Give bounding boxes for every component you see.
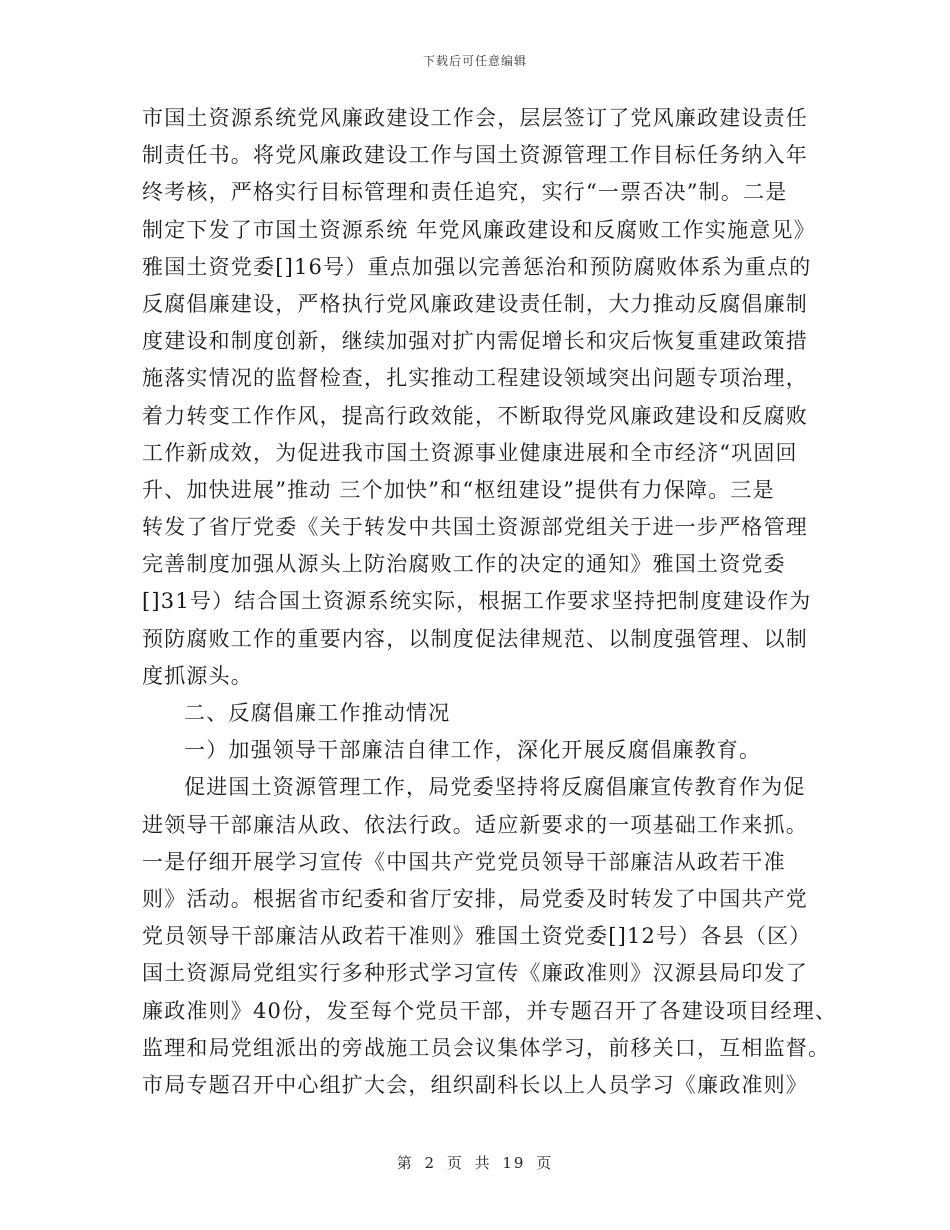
text-line: 一是仔细开展学习宣传《中国共产党党员领导干部廉洁从政若干准 xyxy=(142,849,786,874)
text-line: 国土资源局党组实行多种形式学习宣传《廉政准则》汉源县局印发了 xyxy=(142,961,808,986)
text-line: []31号）结合国土资源系统实际，根据工作要求坚持把制度建设作为 xyxy=(142,589,812,614)
text-line: 施落实情况的监督检查，扎实推动工程建设领域突出问题专项治理， xyxy=(142,366,808,391)
page-header: 下载后可任意编辑 xyxy=(422,54,527,68)
text-line: 党员领导干部廉洁从政若干准则》雅国土资党委[]12号）各县（区） xyxy=(142,924,812,949)
subsection-heading: 一）加强领导干部廉洁自律工作，深化开展反腐倡廉教育。 xyxy=(184,738,762,763)
text-line: 制责任书。将党风廉政建设工作与国土资源管理工作目标任务纳入年 xyxy=(142,143,808,168)
text-line: 度抓源头。 xyxy=(142,663,253,688)
text-line: 预防腐败工作的重要内容，以制度促法律规范、以制度强管理、以制 xyxy=(142,626,808,651)
text-line: 则》活动。根据省市纪委和省厅安排，局党委及时转发了中国共产党 xyxy=(142,886,808,911)
text-line: 廉政准则》40份，发至每个党员干部，并专题召开了各建设项目经理、 xyxy=(142,998,838,1023)
text-line: 终考核，严格实行目标管理和责任追究，实行“一票否决”制。二是 xyxy=(142,180,788,205)
text-line: 制定下发了市国土资源系统 年党风廉政建设和反腐败工作实施意见》 xyxy=(142,217,816,242)
text-line: 反腐倡廉建设，严格执行党风廉政建设责任制，大力推动反腐倡廉制 xyxy=(142,291,808,316)
text-line: 进领导干部廉洁从政、依法行政。适应新要求的一项基础工作来抓。 xyxy=(142,812,808,837)
text-line: 雅国土资党委[]16号）重点加强以完善惩治和预防腐败体系为重点的 xyxy=(142,254,812,279)
section-heading: 二、反腐倡廉工作推动情况 xyxy=(184,701,451,725)
text-line: 市国土资源系统党风廉政建设工作会，层层签订了党风廉政建设责任 xyxy=(142,106,808,130)
text-line: 工作新成效，为促进我市国土资源事业健康进展和全市经济“巩固回 xyxy=(142,440,798,465)
text-line: 着力转变工作作风，提高行政效能，不断取得党风廉政建设和反腐败 xyxy=(142,403,808,428)
text-line: 度建设和制度创新，继续加强对扩内需促增长和灾后恢复重建政策措 xyxy=(142,329,808,354)
page-footer: 第 2 页 共 19 页 xyxy=(396,1154,554,1172)
text-line: 升、加快进展”推动 三个加快”和“枢纽建设”提供有力保障。三是 xyxy=(142,477,775,502)
document-body xyxy=(142,100,838,1104)
text-line: 促进国土资源管理工作，局党委坚持将反腐倡廉宣传教育作为促 xyxy=(184,775,806,800)
text-line: 市局专题召开中心组扩大会，组织副科长以上人员学习《廉政准则》 xyxy=(142,1072,808,1097)
text-line: 转发了省厅党委《关于转发中共国土资源部党组关于进一步严格管理 xyxy=(142,515,808,540)
text-line: 完善制度加强从源头上防治腐败工作的决定的通知》雅国土资党委 xyxy=(142,552,786,577)
text-line: 监理和局党组派出的旁战施工员会议集体学习，前移关口，互相监督。 xyxy=(142,1035,831,1060)
